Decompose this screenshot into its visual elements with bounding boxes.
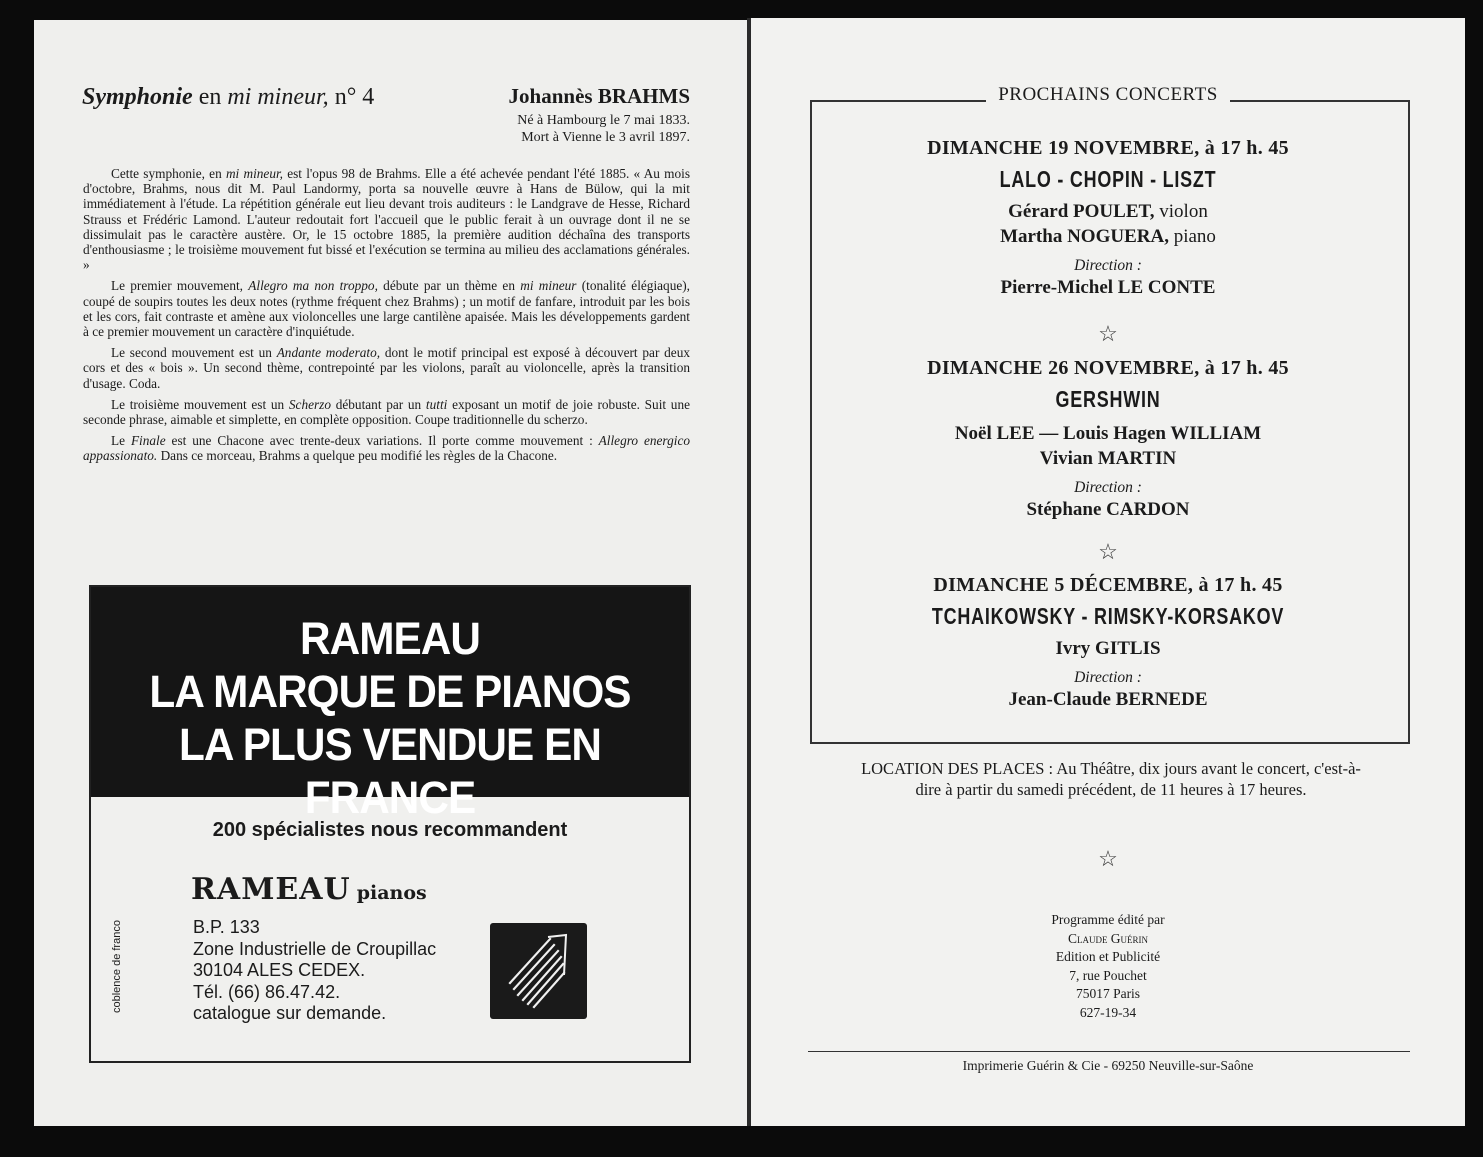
artist-name: Gérard POULET, — [1008, 201, 1155, 222]
text-italic: mi mineur — [520, 278, 577, 294]
ad-headline-block — [91, 587, 689, 823]
publisher-block — [751, 911, 1465, 1022]
concert-conductor: Pierre-Michel LE CONTE — [1000, 277, 1216, 298]
direction-label: Direction : — [1074, 669, 1142, 686]
text: dont le motif principal est exposé à découvert par deux cors et des « bois ». Un second thème, contrepointé par les violons, paraît au violoncelle, après la transition d'usage. Coda. — [83, 345, 690, 391]
address-line: catalogue sur demande. — [193, 1003, 387, 1023]
concert-artist: Vivian MARTIN — [1039, 448, 1177, 469]
text-italic: Allegro energico appassionato. — [83, 433, 690, 464]
artist-role: violon — [1154, 201, 1208, 222]
text-italic: Allegro ma non troppo, — [248, 278, 378, 294]
piano-keys-logo-icon — [490, 923, 587, 1019]
brand-name: RAMEAU — [191, 872, 351, 907]
concert-date: DIMANCHE 5 DÉCEMBRE, à 17 h. 45 — [933, 574, 1283, 596]
title-symphonie: Symphonie — [82, 84, 193, 110]
text: Le — [111, 433, 131, 449]
ad-recommend: 200 spécialistes nous recommandent — [212, 819, 568, 841]
text: débute par un thème en — [377, 278, 521, 294]
text-italic: tutti — [425, 396, 448, 412]
concert-artist: Ivry GITLIS — [1055, 638, 1161, 659]
concert-2 — [751, 357, 1465, 521]
right-page — [751, 18, 1465, 1126]
ad-agency-credit — [111, 920, 123, 1013]
publisher-line: 627-19-34 — [1079, 1004, 1137, 1020]
publisher-line: 75017 Paris — [1075, 986, 1141, 1001]
concert-conductor: Jean-Claude BERNEDE — [1008, 689, 1208, 710]
text: exposant un motif de joie robuste. Suit une seconde phrase, aimable et simplette, en complète opposition. Coupe traditionnelle du scherzo. — [83, 396, 690, 428]
title-en: en — [192, 84, 228, 110]
concert-composers: GERSHWIN — [1055, 386, 1161, 412]
ad-line-3: LA PLUS VENDUE EN FRANCE — [179, 719, 601, 823]
address-line: Tél. (66) 86.47.42. — [193, 981, 341, 1002]
publisher-line: 7, rue Pouchet — [1069, 967, 1147, 983]
text: débutant par un — [331, 396, 426, 412]
rameau-advertisement — [89, 585, 691, 1063]
direction-label: Direction : — [1074, 257, 1142, 274]
concert-date: DIMANCHE 19 NOVEMBRE, à 17 h. 45 — [927, 137, 1289, 159]
text: Le second mouvement est un — [111, 345, 277, 361]
born-line: Né à Hambourg le 7 mai 1833. — [517, 113, 690, 128]
composer-name: Johannès BRAHMS — [508, 84, 690, 108]
text-italic: mi mineur, — [225, 166, 283, 181]
concert-composers: LALO - CHOPIN - LISZT — [999, 166, 1217, 192]
direction-label: Direction : — [1074, 479, 1142, 496]
publisher-line: Edition et Publicité — [1055, 949, 1161, 964]
ad-line-1: RAMEAU — [299, 613, 481, 664]
died-line: Mort à Vienne le 3 avril 1897. — [521, 130, 690, 145]
notes-paragraph — [83, 345, 690, 391]
ticket-location-info — [851, 758, 1371, 800]
address-line: B.P. 133 — [193, 917, 260, 937]
concert-conductor: Stéphane CARDON — [1026, 499, 1190, 520]
printer-imprint: Imprimerie Guérin & Cie - 69250 Neuville-sur-Saône — [962, 1058, 1254, 1073]
text: Le premier mouvement, — [111, 278, 249, 294]
text-italic: Finale — [130, 433, 166, 449]
concert-1 — [751, 137, 1465, 299]
concerts-heading — [751, 84, 1465, 106]
notes-paragraph — [83, 166, 690, 272]
address-line: Zone Industrielle de Croupillac — [193, 938, 437, 959]
left-page — [34, 20, 747, 1126]
ad-brand — [191, 872, 427, 907]
artist-role: piano — [1168, 226, 1216, 247]
artist-name: Martha NOGUERA, — [1000, 226, 1169, 247]
ad-address — [193, 917, 436, 1025]
symphony-title — [82, 84, 374, 111]
concert-artist — [751, 224, 1465, 249]
concert-composers: TCHAIKOWSKY - RIMSKY-KORSAKOV — [931, 603, 1285, 629]
star-icon: ☆ — [1098, 846, 1118, 871]
ad-line-2: LA MARQUE DE PIANOS — [149, 666, 631, 717]
notes-paragraph — [83, 397, 690, 427]
star-icon: ☆ — [1098, 321, 1118, 346]
text: Le troisième mouvement est un — [111, 396, 289, 412]
text-italic: Andante moderato, — [276, 345, 381, 361]
text: (tonalité élégiaque), coupé de soupirs toutes les deux notes (rythme fréquent chez Brahms) ; un motif de fanfare, introduit par les bois et les cors, fait contraste et amène aux violoncelles une large cantilène apaisée. Mais les développements gardent à ce premier mouvement un caractère d'inquiétude. — [83, 278, 691, 340]
text: Cette symphonie, en — [111, 166, 226, 181]
title-key: mi mineur, — [227, 84, 329, 110]
location-label: LOCATION DES PLACES : — [861, 759, 1054, 778]
publisher-line: Programme édité par — [1051, 912, 1165, 927]
agency-text: coblence de franco — [111, 920, 123, 1013]
text: Dans ce morceau, Brahms a quelque peu modifié les règles de la Chacone. — [157, 448, 558, 464]
location-text: Au Théâtre, dix jours avant le concert, c'est-à-dire à partir du samedi précédent, de 11 heures à 17 heures. — [915, 759, 1361, 799]
star-icon: ☆ — [1098, 539, 1118, 564]
notes-paragraph — [83, 278, 690, 339]
text: est l'opus 98 de Brahms. Elle a été achevée pendant l'été 1885. « Au mois d'octobre, Brahms, nous dit M. Paul Landormy, porta sa nouvelle œuvre à Hans de Bülow, qui la mit immédiatement à l'étude. La répétition générale eut lieu devant trois auditeurs : le Landgrave de Hesse, Richard Strauss et Frédéric Lamond. L'auteur redoutait fort l'accueil que le public ferait à un ouvrage dont il ne se dissimulait pas le caractère austère. Or, le 15 octobre 1885, la première audition déchaîna des transports d'enthousiasme ; le troisième mouvement fut bissé et l'exécution se termina au milieu des acclamations générales. » — [83, 166, 691, 273]
program-notes — [83, 166, 690, 470]
text-italic: Scherzo — [288, 396, 332, 412]
heading-text: PROCHAINS CONCERTS — [986, 84, 1230, 105]
concert-date: DIMANCHE 26 NOVEMBRE, à 17 h. 45 — [927, 357, 1289, 379]
concert-artist: Noël LEE — Louis Hagen WILLIAM — [954, 423, 1262, 444]
concert-artist — [751, 199, 1465, 224]
notes-paragraph — [83, 433, 690, 463]
publisher-line: Claude Guérin — [1067, 930, 1149, 946]
text: est une Chacone avec trente-deux variations. Il porte comme mouvement : — [165, 433, 599, 449]
brand-sub: pianos — [356, 882, 427, 904]
footer-divider — [808, 1051, 1410, 1052]
concert-3 — [751, 574, 1465, 711]
address-line: 30104 ALES CEDEX. — [193, 960, 366, 980]
title-number: n° 4 — [328, 84, 375, 110]
composer-dates — [517, 112, 690, 146]
